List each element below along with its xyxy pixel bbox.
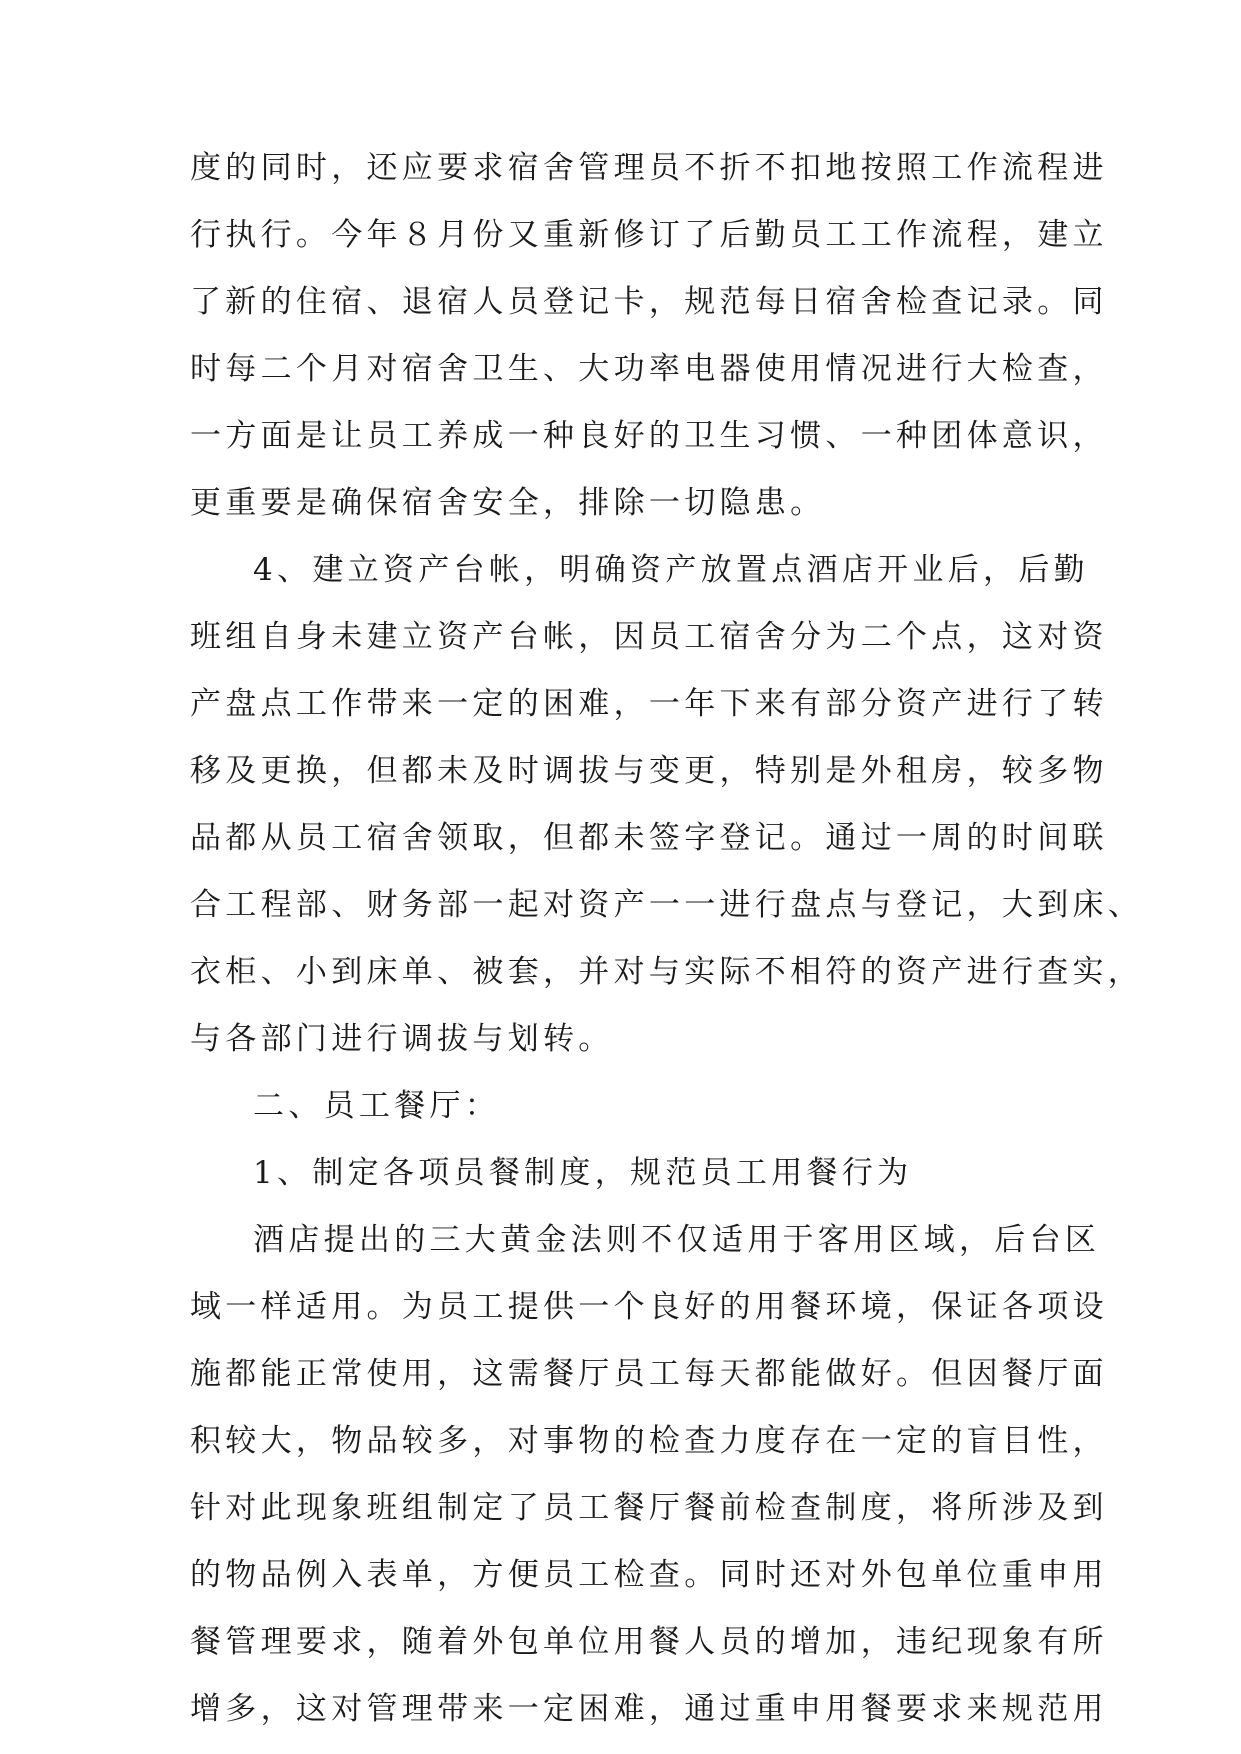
text-line: 更重要是确保宿舍安全，排除一切隐患。 (190, 485, 826, 521)
text-line: 域一样适用。为员工提供一个良好的用餐环境，保证各项设 (190, 1289, 1108, 1325)
text-line: 品都从员工宿舍领取，但都未签字登记。通过一周的时间联 (190, 820, 1108, 856)
paragraph-first-line: 4、建立资产台帐，明确资产放置点酒店开业后，后勤 (253, 552, 1089, 588)
text-line: 班组自身未建立资产台帐，因员工宿舍分为二个点，这对资 (190, 619, 1108, 655)
section-heading: 二、员工餐厅： (253, 1088, 501, 1124)
text-line: 的物品例入表单，方便员工检查。同时还对外包单位重申用 (190, 1557, 1108, 1593)
text-line: 度的同时，还应要求宿舍管理员不折不扣地按照工作流程进 (190, 150, 1108, 186)
text-line: 与各部门进行调拔与划转。 (190, 1021, 614, 1057)
text-line: 施都能正常使用，这需餐厅员工每天都能做好。但因餐厅面 (190, 1356, 1108, 1392)
text-line: 移及更换，但都未及时调拔与变更，特别是外租房，较多物 (190, 753, 1108, 789)
subsection-heading: 1、制定各项员餐制度，规范员工用餐行为 (253, 1155, 913, 1191)
text-line: 针对此现象班组制定了员工餐厅餐前检查制度，将所涉及到 (190, 1490, 1108, 1526)
paragraph-first-line: 酒店提出的三大黄金法则不仅适用于客用区域，后台区 (253, 1222, 1101, 1258)
text-line: 积较大，物品较多，对事物的检查力度存在一定的盲目性， (190, 1423, 1108, 1459)
text-line: 时每二个月对宿舍卫生、大功率电器使用情况进行大检查， (190, 351, 1108, 387)
text-line: 了新的住宿、退宿人员登记卡，规范每日宿舍检查记录。同 (190, 284, 1108, 320)
text-line: 产盘点工作带来一定的困难，一年下来有部分资产进行了转 (190, 686, 1108, 722)
text-line: 一方面是让员工养成一种良好的卫生习惯、一种团体意识， (190, 418, 1108, 454)
text-line: 行执行。今年８月份又重新修订了后勤员工工作流程，建立 (190, 217, 1108, 253)
text-line: 增多，这对管理带来一定困难，通过重申用餐要求来规范用 (190, 1691, 1108, 1727)
text-line: 合工程部、财务部一起对资产一一进行盘点与登记，大到床、 (190, 887, 1144, 923)
text-line: 餐管理要求，随着外包单位用餐人员的增加，违纪现象有所 (190, 1624, 1108, 1660)
text-line: 衣柜、小到床单、被套，并对与实际不相符的资产进行查实， (190, 954, 1144, 990)
